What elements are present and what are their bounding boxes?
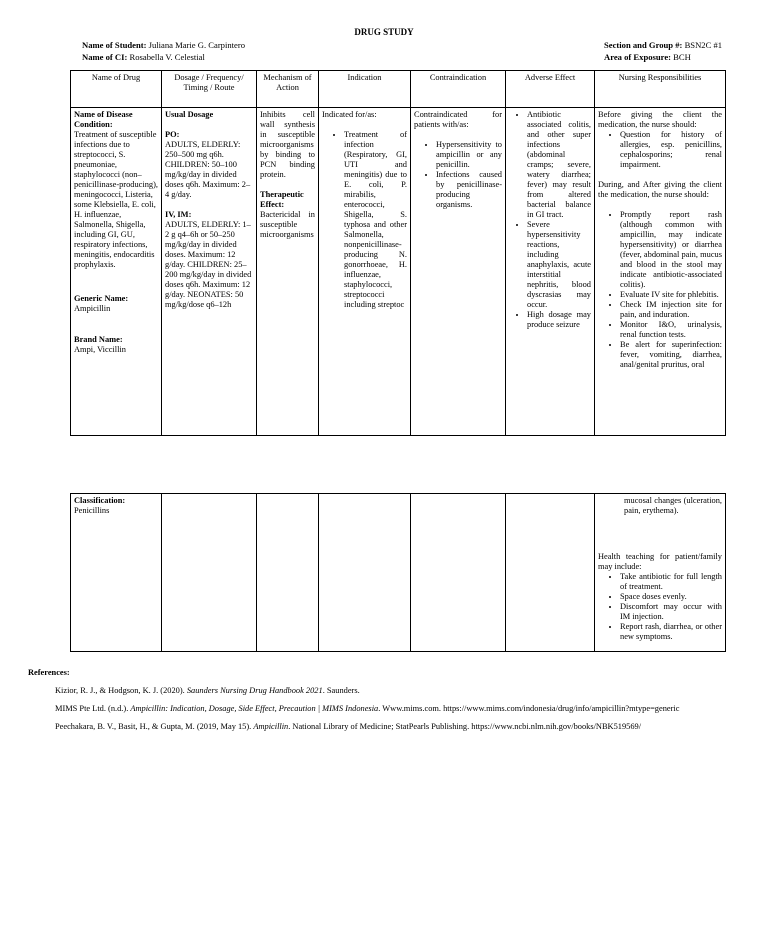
ci-label: Name of CI:: [82, 52, 128, 62]
col-header-nursing: Nursing Responsibilities: [595, 71, 726, 108]
disease-text: Treatment of susceptible infections due to streptococci, S. pneumoniae, staphylococci (non–penicillinase-producing), meningococci, Listeria, some Klebsiella, E. coli, H. influenzae, Salmonella, Shigella, including GI, GU, respiratory infections, meningitis, endocarditis prophylaxis.: [74, 130, 158, 269]
student-label: Name of Student:: [82, 40, 147, 50]
references-label: References:: [28, 668, 70, 677]
adverse-item: • Antibiotic associated colitis, and other super infections (abdominal cramps; severe, watery diarrhea; fever) may result from altered bacterial balance in GI tract.: [527, 110, 591, 220]
brand-label: Brand Name:: [74, 335, 123, 344]
reference-title: Saunders Nursing Drug Handbook 2021: [186, 686, 323, 695]
student-line: [82, 40, 245, 50]
drug-study-table: [70, 70, 726, 436]
reference-text: MIMS Pte Ltd. (n.d.).: [55, 704, 131, 713]
reference-item: [55, 704, 758, 714]
section-line: [604, 40, 722, 50]
teaching-item: • Report rash, diarrhea, or other new symptoms.: [620, 622, 722, 642]
teaching-item: • Take antibiotic for full length of treatment.: [620, 572, 722, 592]
col-header-dosage: Dosage / Frequency/ Timing / Route: [162, 71, 257, 108]
reference-item: [55, 686, 758, 696]
reference-text: Kizior, R. J., & Hodgson, K. J. (2020).: [55, 686, 187, 695]
drug-study-table-continued: [70, 493, 726, 652]
indication-cell: [319, 108, 411, 436]
section-label: Section and Group #:: [604, 40, 683, 50]
empty-cell: [162, 494, 257, 652]
nursing-cell: [595, 108, 726, 436]
nursing-cell-continued: [595, 494, 726, 652]
col-header-contraindication: Contraindication: [411, 71, 506, 108]
nursing-during-item: • Be alert for superinfection: fever, vomiting, diarrhea, anal/genital pruritus, oral: [620, 340, 722, 370]
nursing-during-item: • Promptly report rash (although common with ampicillin, may indicate hypersensitivity) or diarrhea (fever, abdominal pain, mucus and blood in the stool may indicate antibiotic-associated colitis).: [620, 210, 722, 290]
iv-label: IV, IM:: [165, 210, 192, 219]
references-section: [28, 668, 758, 732]
generic-label: Generic Name:: [74, 294, 129, 303]
reference-text: . Saunders.: [322, 686, 360, 695]
adverse-item: • High dosage may produce seizure: [527, 310, 591, 330]
indication-intro: Indicated for/as:: [322, 110, 377, 119]
empty-cell: [411, 494, 506, 652]
reference-text: . Www.mims.com. https://www.mims.com/indonesia/drug/info/ampicillin?mtype=generic: [378, 704, 680, 713]
disease-label: Name of Disease Condition:: [74, 110, 133, 129]
dosage-cell: [162, 108, 257, 436]
nursing-during-item: • Check IM injection site for pain, and induration.: [620, 300, 722, 320]
mechanism-text: Inhibits cell wall synthesis in susceptible microorganisms by binding to PCN binding protein.: [260, 110, 315, 179]
area-line: [604, 52, 691, 62]
reference-item: [55, 722, 758, 732]
table-row: [71, 494, 726, 652]
mechanism-cell: [257, 108, 319, 436]
reference-text: Peechakara, B. V., Basit, H., & Gupta, M. (2019, May 15).: [55, 722, 254, 731]
ci-name: Rosabella V. Celestial: [129, 52, 205, 62]
generic-name: Ampicillin: [74, 304, 111, 313]
area-value: BCH: [673, 52, 691, 62]
nursing-during-item: • Monitor I&O, urinalysis, renal function tests.: [620, 320, 722, 340]
col-header-adverse: Adverse Effect: [506, 71, 595, 108]
reference-title: Ampicillin: Indication, Dosage, Side Effect, Precaution | MIMS Indonesia: [130, 704, 379, 713]
contraindication-item: • Infections caused by penicillinase-producing organisms.: [436, 170, 502, 210]
nursing-during: During, and After giving the client the medication, the nurse should:: [598, 180, 722, 199]
contraindication-item: • Hypersensitivity to ampicillin or any penicillin.: [436, 140, 502, 170]
classification-cell: [71, 494, 162, 652]
area-label: Area of Exposure:: [604, 52, 671, 62]
table-header-row: [71, 71, 726, 108]
contraindication-cell: [411, 108, 506, 436]
nursing-before-item: • Question for history of allergies, esp. penicillins, cephalosporins; renal impairment.: [620, 130, 722, 170]
document-title: DRUG STUDY: [354, 27, 414, 37]
nursing-before: Before giving the client the medication, the nurse should:: [598, 110, 722, 129]
po-text: ADULTS, ELDERLY: 250–500 mg q6h. CHILDREN: 50–100 mg/kg/day in divided doses q6h. Maximum: 2–4 g/day.: [165, 140, 251, 199]
therapeutic-effect: Bactericidal in susceptible microorganisms: [260, 210, 315, 239]
col-header-drug: Name of Drug: [71, 71, 162, 108]
iv-text: ADULTS, ELDERLY: 1–2 g q4–6h or 50–250 mg/kg/day in divided doses. Maximum: 12 g/day. CHILDREN: 25–200 mg/kg/day in divided doses q6h. Maximum: 12 g/day. NEONATES: 50 mg/kg/dose q6–12h: [165, 220, 252, 309]
contraindication-intro: Contraindicated for patients with/as:: [414, 110, 502, 129]
empty-cell: [506, 494, 595, 652]
table-row: [71, 108, 726, 436]
adverse-cell: [506, 108, 595, 436]
drug-cell: [71, 108, 162, 436]
reference-text: . National Library of Medicine; StatPearls Publishing. https://www.ncbi.nlm.nih.gov/books/NBK519569/: [288, 722, 642, 731]
nursing-during-item: • Evaluate IV site for phlebitis.: [620, 290, 722, 300]
indication-item: • Treatment of infection (Respiratory, GI, UTI and meningitis) due to E. coli, P. mirabilis, enterococci, Shigella, S. typhosa and other Salmonella, nonpenicillinase-producing N. gonorrhoeae, H. influenzae, staphylococci, streptococci including streptoc: [344, 130, 407, 310]
classification-value: Penicillins: [74, 506, 110, 515]
therapeutic-effect-label: Therapeutic Effect:: [260, 190, 304, 209]
col-header-mechanism: Mechanism of Action: [257, 71, 319, 108]
ci-line: [82, 52, 205, 62]
classification-label: Classification:: [74, 496, 126, 505]
adverse-item: • Severe hypersensitivity reactions, including anaphylaxis, acute interstitial nephritis, blood dyscrasias may occur.: [527, 220, 591, 310]
reference-title: Ampicillin: [253, 722, 289, 731]
nursing-continued-text: mucosal changes (ulceration, pain, erythema).: [624, 496, 722, 515]
teaching-item: • Discomfort may occur with IM injection.: [620, 602, 722, 622]
col-header-indication: Indication: [319, 71, 411, 108]
empty-cell: [319, 494, 411, 652]
nursing-teaching: Health teaching for patient/family may include:: [598, 552, 722, 571]
teaching-item: • Space doses evenly.: [620, 592, 722, 602]
po-label: PO:: [165, 130, 180, 139]
brand-name: Ampi, Viccillin: [74, 345, 126, 354]
empty-cell: [257, 494, 319, 652]
usual-dosage-label: Usual Dosage: [165, 110, 214, 119]
section-value: BSN2C #1: [684, 40, 723, 50]
student-name: Juliana Marie G. Carpintero: [148, 40, 246, 50]
